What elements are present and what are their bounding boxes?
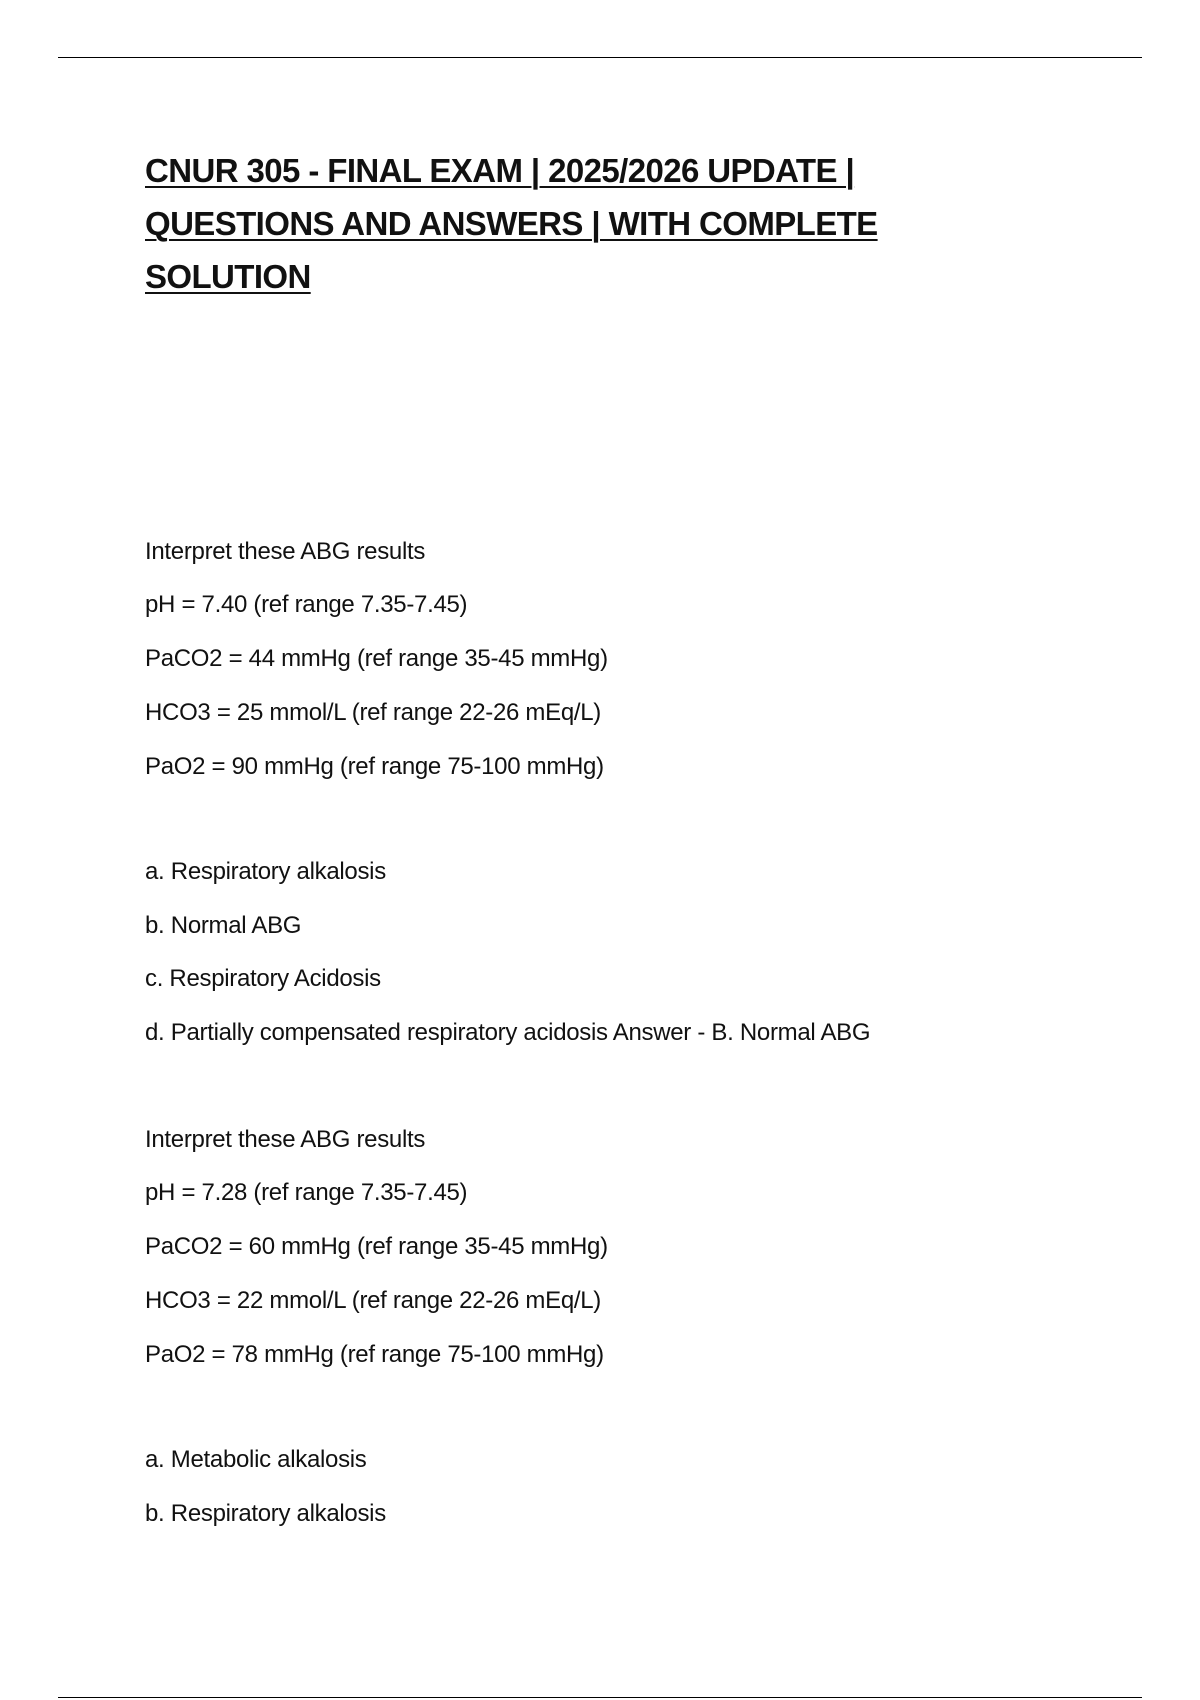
title-line: SOLUTION (145, 258, 311, 295)
question-1-value-paco2: PaCO2 = 44 mmHg (ref range 35-45 mmHg) (145, 645, 608, 672)
question-1-option-b: b. Normal ABG (145, 912, 302, 939)
question-1-prompt: Interpret these ABG results (145, 538, 426, 565)
question-2-option-a: a. Metabolic alkalosis (145, 1446, 367, 1473)
question-2-option-b: b. Respiratory alkalosis (145, 1500, 386, 1527)
question-2-value-ph: pH = 7.28 (ref range 7.35-7.45) (145, 1179, 468, 1206)
question-2-value-paco2: PaCO2 = 60 mmHg (ref range 35-45 mmHg) (145, 1233, 608, 1260)
question-2-value-hco3: HCO3 = 22 mmol/L (ref range 22-26 mEq/L) (145, 1287, 601, 1314)
document-title (145, 144, 965, 303)
footer-rule (58, 1697, 1142, 1698)
question-1-value-hco3: HCO3 = 25 mmol/L (ref range 22-26 mEq/L) (145, 699, 601, 726)
question-1-option-a: a. Respiratory alkalosis (145, 858, 386, 885)
question-2-prompt: Interpret these ABG results (145, 1126, 426, 1153)
question-1-value-pao2: PaO2 = 90 mmHg (ref range 75-100 mmHg) (145, 753, 604, 780)
header-rule (58, 57, 1142, 58)
question-1-option-d-answer: d. Partially compensated respiratory acidosis Answer - B. Normal ABG (145, 1019, 871, 1046)
question-2-value-pao2: PaO2 = 78 mmHg (ref range 75-100 mmHg) (145, 1341, 604, 1368)
question-1-value-ph: pH = 7.40 (ref range 7.35-7.45) (145, 591, 468, 618)
title-line: QUESTIONS AND ANSWERS | WITH COMPLETE (145, 205, 878, 242)
title-line: CNUR 305 - FINAL EXAM | 2025/2026 UPDATE | (145, 152, 855, 189)
question-1-option-c: c. Respiratory Acidosis (145, 965, 381, 992)
